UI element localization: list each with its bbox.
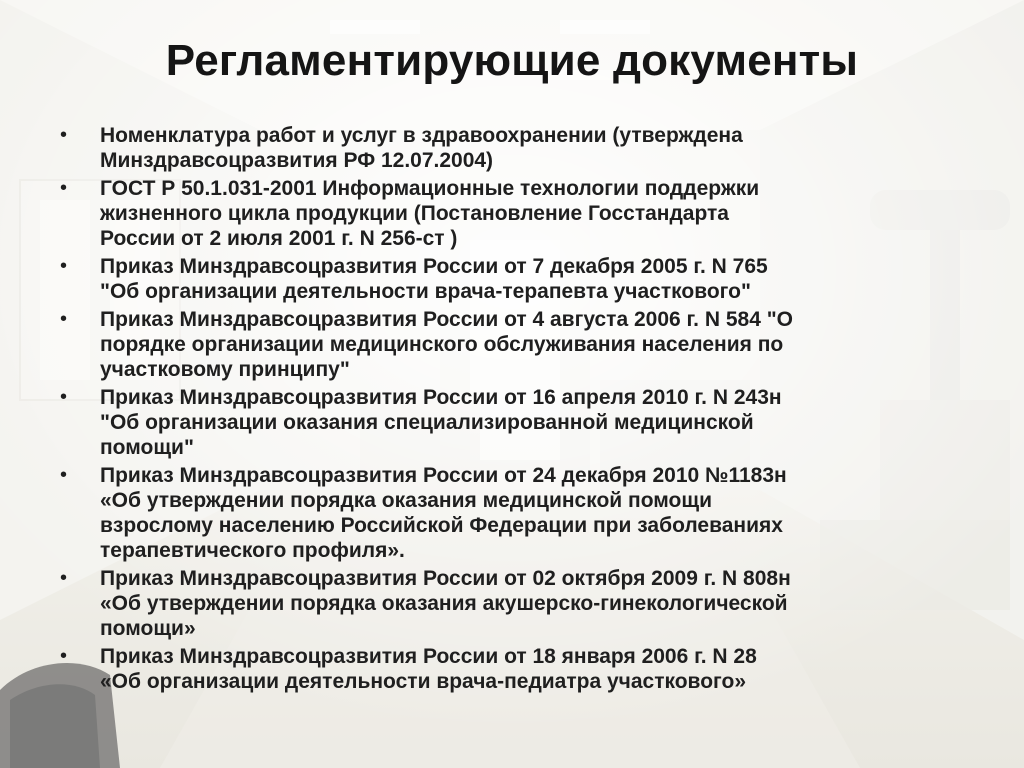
list-item-line: "Об организации оказания специализированной медицинской <box>100 411 754 434</box>
list-item-line: «Об утверждении порядка оказания акушерско-гинекологической <box>100 592 788 615</box>
list-item-line: порядке организации медицинского обслуживания населения по <box>100 333 784 356</box>
list-item-line: «Об организации деятельности врача-педиатра участкового» <box>100 670 746 693</box>
list-item-line: Приказ Минздравсоцразвития России от 18 января 2006 г. N 28 <box>100 645 757 668</box>
slide-title: Регламентирующие документы <box>165 36 859 85</box>
list-item <box>60 566 960 641</box>
list-item-line: Минздравсоцразвития РФ 12.07.2004) <box>100 149 494 172</box>
bullet-icon: • <box>60 386 68 408</box>
list-item-line: помощи" <box>100 436 194 459</box>
list-item-line: «Об утверждении порядка оказания медицинской помощи <box>100 489 712 512</box>
list-item <box>60 254 960 304</box>
list-item <box>60 644 960 694</box>
bullet-list <box>60 123 960 697</box>
list-item <box>60 176 960 251</box>
list-item <box>60 123 960 173</box>
list-item-line: Приказ Минздравсоцразвития России от 16 апреля 2010 г. N 243н <box>100 386 782 409</box>
list-item-line: Приказ Минздравсоцразвития России от 7 декабря 2005 г. N 765 <box>100 255 768 278</box>
bullet-icon: • <box>60 255 68 277</box>
bullet-icon: • <box>60 177 68 199</box>
bullet-icon: • <box>60 308 68 330</box>
list-item-line: помощи» <box>100 617 196 640</box>
list-item-line: Приказ Минздравсоцразвития России от 02 октября 2009 г. N 808н <box>100 567 791 590</box>
bullet-icon: • <box>60 464 68 486</box>
list-item-line: России от 2 июля 2001 г. N 256-ст ) <box>100 227 458 250</box>
list-item-line: Приказ Минздравсоцразвития России от 24 декабря 2010 №1183н <box>100 464 787 487</box>
list-item-line: "Об организации деятельности врача-терапевта участкового" <box>100 280 751 303</box>
list-item-line: Номенклатура работ и услуг в здравоохранении (утверждена <box>100 124 743 147</box>
list-item-line: жизненного цикла продукции (Постановление Госстандарта <box>100 202 729 225</box>
list-item-line: участковому принципу" <box>100 358 350 381</box>
list-item <box>60 307 960 382</box>
list-item-line: ГОСТ Р 50.1.031-2001 Информационные технологии поддержки <box>100 177 760 200</box>
list-item-line: терапевтического профиля». <box>100 539 405 562</box>
bullet-icon: • <box>60 124 68 146</box>
list-item-line: взрослому населению Российской Федерации при заболеваниях <box>100 514 783 537</box>
list-item <box>60 463 960 563</box>
list-item-line: Приказ Минздравсоцразвития России от 4 августа 2006 г. N 584 "О <box>100 308 793 331</box>
bullet-icon: • <box>60 645 68 667</box>
list-item <box>60 385 960 460</box>
bullet-icon: • <box>60 567 68 589</box>
